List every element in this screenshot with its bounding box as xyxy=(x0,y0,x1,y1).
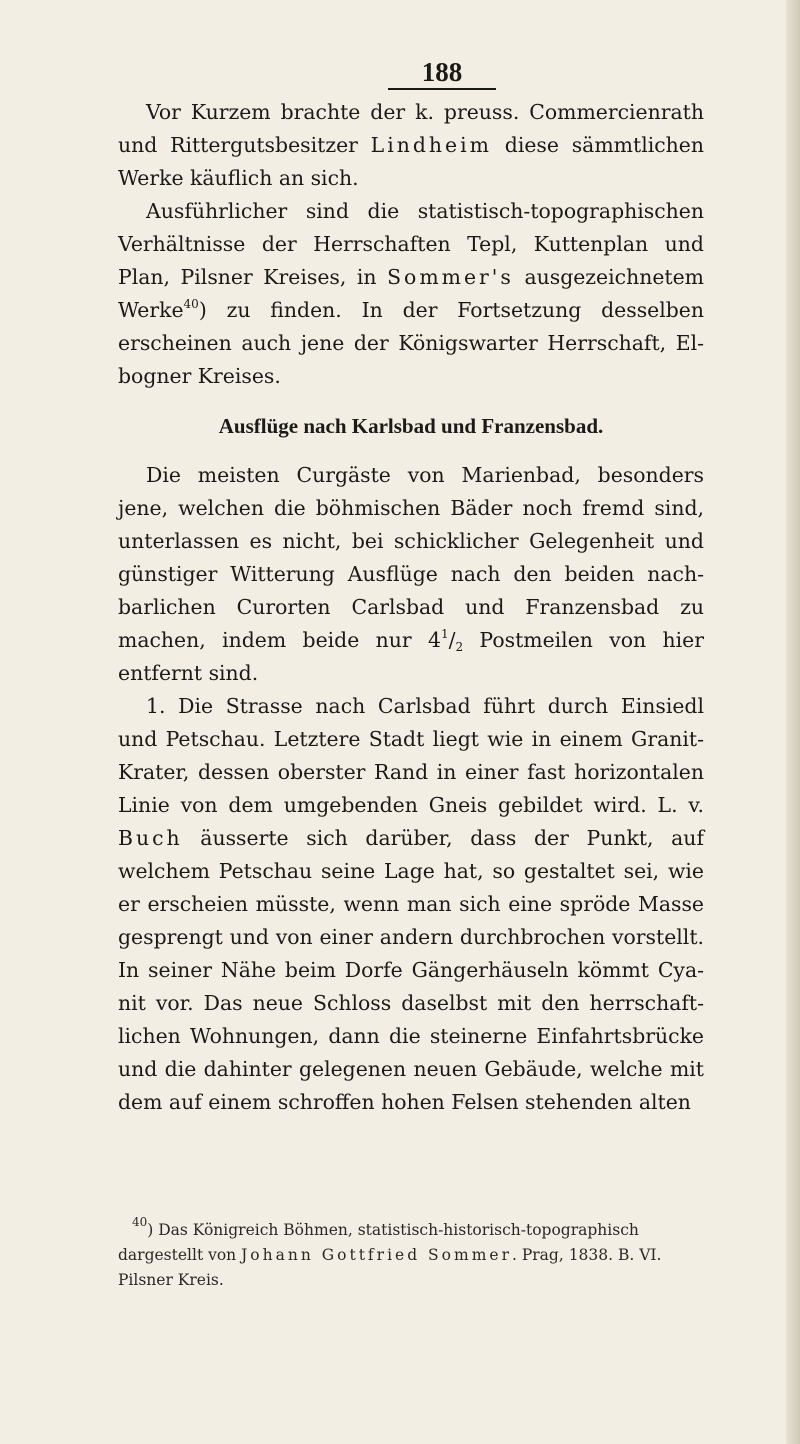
paragraph-4: 1. Die Strasse nach Carlsbad führt durch Einsiedl und Petschau. Letztere Stadt liegt wie in einem GranitKrater, dessen oberster Rand in einer fast horizontalen Linie von dem umgebenden Gneis gebildet wird. L. v. Buch äusserte sich darüber, dass der Punkt, auf welchem Petschau seine Lage hat, so gestaltet sei, wie er erscheien müsste, wenn man sich eine spröde Masse gesprengt und von einer andern durchbrochen vorstellt. In seiner Nähe beim Dorfe Gängerhäuseln kömmt Cyanit vor. Das neue Schloss daselbst mit den herrschaftlichen Wohnungen, dann die steinerne Einfahrtsbrücke und die dahinter gelegenen neuen Gebäude, welche mit dem auf einem schroffen hohen Felsen stehenden alten xyxy=(118,694,704,1114)
name-lindheim: Lindheim xyxy=(370,133,492,157)
page-header xyxy=(0,56,800,90)
footnote xyxy=(118,1215,708,1293)
fraction-denominator: 2 xyxy=(455,640,464,654)
section-heading: Ausflüge nach Karlsbad und Franzensbad. xyxy=(218,414,604,438)
paragraph-1: Vor Kurzem brachte der k. preuss. Commercienrath und Rittergutsbesitzer Lindheim diese sämmtlichen Werke käuflich an sich. xyxy=(118,100,705,190)
footnote-text: $^{40}$) Das Königreich Böhmen, statistisch-historisch-topographisch dargestellt von Johann Gottfried Sommer. Prag, 1838. B. VI. Pilsner Kreis. xyxy=(118,1215,662,1289)
author-name: Johann Gottfried Sommer xyxy=(241,1246,512,1264)
main-text xyxy=(118,96,704,1119)
footnote-reference: 40 xyxy=(183,297,199,311)
fraction-separator: / xyxy=(448,628,456,652)
page-edge-shadow xyxy=(786,0,800,1444)
page-number: 188 xyxy=(388,56,497,90)
paragraph-3: Die meisten Curgäste von Marienbad, besonders jene, welchen die böhmischen Bäder noch fremd sind, unterlassen es nicht, bei schicklicher Gelegenheit und günstiger Witterung Ausflüge nach den beiden nachbarlichen Curorten Carlsbad und Franzensbad zu machen, indem beide nur $4^1/_2$ Postmeilen von hier entfernt sind. xyxy=(118,463,704,685)
fraction-numerator: 1 xyxy=(440,627,449,641)
footnote-marker: 40 xyxy=(132,1215,148,1229)
name-sommer: Sommer's xyxy=(387,265,514,289)
name-buch: Buch xyxy=(118,826,183,850)
paragraph-2: Ausführlicher sind die statistisch-topographischen Verhältnisse der Herrschaften Tepl, Kuttenplan und Plan, Pilsner Kreises, in Sommer's ausgezeichnetem Werke$^{40}$) zu finden. In der Fortsetzung desselben erscheinen auch jene der Königswarter Herrschaft, Elbogner Kreises. xyxy=(118,199,704,388)
